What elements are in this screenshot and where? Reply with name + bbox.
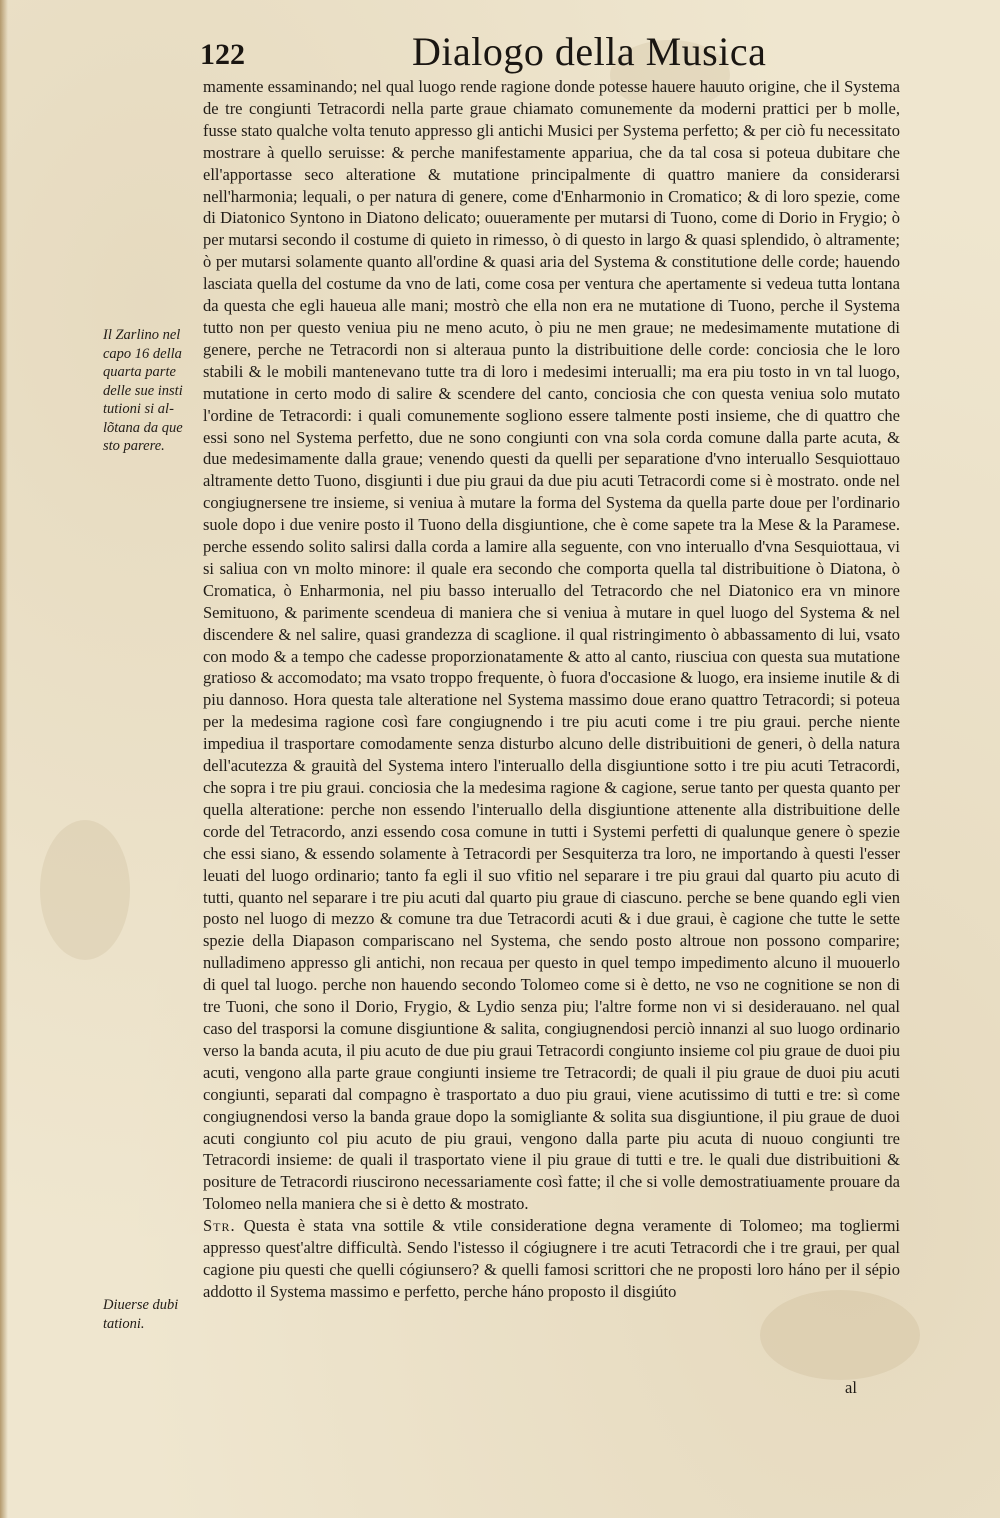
page-number: 122: [200, 38, 245, 71]
body-paragraph: mamente essaminando; nel qual luogo rende ragione donde potesse hauere hauuto origine, che il Systema de tre congiunti Tetracordi nella parte graue chiamato comunemente da moderni prattici per b molle, fusse stato qualche volta tenuto appresso gli antichi Musici per Systema perfetto; & per ciò fu necessitato mostrare à quello seruisse: & perche manifestamente appariua, che da tal cosa si poteua dubitare che ell'apportasse seco alteratione & mutatione principalmente di quattro maniere da considerarsi nell'harmonia; lequali, o per natura di genere, come d'Enharmonio in Cromatico; & di loro spezie, come di Diatonico Syntono in Diatono delicato; ouueramente per mutarsi di Tuono, come di Dorio in Frygio; ò per mutarsi secondo il costume di quieto in rimesso, ò di questo in largo & quasi splendido, ò altramente; ò per mutarsi solamente quanto all'ordine & quasi aria del Systema & constitutione delle corde; hauendo lasciata quella del costume da vno de lati, come cosa per ventura che apertamente si vedeua tutta lontana da questa che egli haueua alle mani; mostrò che ella non era ne mutatione di Tuono, perche il Systema tutto non per questo veniua piu ne meno acuto, ò piu ne men graue; ne medesimamente mutatione di genere, perche ne Tetracordi non si alteraua punto la distribuitione delle corde: conciosia che le loro stabili & le mobili mantenevano tutte tra di loro i medesimi interualli; ma era piu tosto in vn tal luogo, mutatione in certo modo di salire & scendere del canto, conciosia che con questa veniua solo mutato l'ordine de Tetracordi: i quali comunemente sogliono essere talmente posti insieme, che di quattro che essi sono nel Systema perfetto, due ne sono congiunti con vna sola corda comune dalla parte acuta, & due medesimamente dalla graue; venendo questi da quelli per separatione d'vno interuallo Sesquiottauo altramente detto Tuono, disgiunti i due piu graui da due piu acuti Tetracordi come si è mostrato. onde nel congiugnersene tre insieme, si veniua à mutare la forma del Systema da quella parte doue per l'ordinario suole dopo i due venire posto il Tuono della disgiuntione, che è come sapete tra la Mese & la Paramese. perche essendo solito salirsi dalla corda a lamire alla seguente, con vno interuallo d'vna Sesquiottaua, vi si saliua con vn molto minore: il quale era secondo che comporta quella tal distribuitione ò Diatona, ò Cromatica, ò Enharmonia, nel piu basso interuallo del Tetracordo che nel Diatonico era vn minore Semituono, & parimente scendeua di maniera che si veniua à mutare in quel luogo del Systema & nel discendere & nel salire, quasi grandezza di scaglione. il qual ristringimento ò abbassamento di lui, vsato con modo & a tempo che cadesse proporzionatamente & atto al canto, riusciua con questa sua mutatione gratioso & accomodato; ma vsato troppo frequente, ò fuora d'occasione & luogo, era insieme inutile & di piu dannoso. Hora questa tale alteratione nel Systema massimo doue erano quattro Tetracordi; si poteua per la medesima ragione così fare congiugnendo i tre piu acuti come i tre piu graui. perche niente impediua il trasportare comodamente senza disturbo alcuno delle distribuitioni de generi, ò della natura dell'acutezza & grauità del Systema intero l'interuallo della disgiuntione sotto i tre piu acuti Tetracordi, che sopra i tre piu graui. conciosia che la medesima ragione & cagione, serue tanto per questa quanto per quella alteratione: perche non essendo l'interuallo della disgiuntione attenente alla distribuitione delle corde del Tetracordo, anzi essendo cosa comune in tutti i Systemi perfetti di qualunque genere ò spezie che essi siano, & essendo solamente à Tetracordi per Sesquiterza tra loro, ne importando à questi l'esser leuati del luogo ordinario; tanto fa egli il suo vfitio nel separare i tre piu graui dal quarto piu acuto di tutti, quanto nel separare i tre piu acuti dal quarto piu graue di ciascuno. perche se bene quando egli vien posto nel luogo di mezzo & comune tra due Tetracordi acuti & i due graui, è cagione che tutte le sette spezie della Diapason compariscano nel Systema, che sendo posto altroue non possono comparire; nulladimeno appresso gli antichi, non recaua per questo in quel tempo impedimento alcuno il muouerlo di quel tal luogo. perche non hauendo secondo Tolomeo come si è detto, ne vso ne cognitione se non di tre Tuoni, che sono il Dorio, Frygio, & Lydio senza piu; l'altre forme non vi si desiderauano. nel qual caso del trasporsi la comune disgiuntione & salita, congiugnendosi perciò innanzi al suo luogo ordinario verso la banda acuta, il piu acuto de due piu graui Tetracordi congiunto insieme col piu graue de duoi piu acuti, vengono alla parte graue congiunti insieme tre Tetracordi; de quali il piu graue de duoi piu acuti congiunti, separati dal compagno è trasportato a duo piu graui, viene acutissimo di tutti e tre: sì come congiugnendosi verso la banda graue dopo la somigliante & solita sua disgiuntione, il piu graue de duoi acuti congiunto col piu acuto de piu graui, vengono dalla parte piu acuta di nuouo congiunti tre Tetracordi insieme: de quali il trasportato viene il piu graue di tutti e tre. le quali due distribuitioni & positure de Tetracordi riuscirono necessariamente così fatte; il che si volle demostratiuamente prouare da Tolomeo nella maniera che si è detto & mostrato.: [203, 77, 900, 1214]
margin-note-zarlino: Il Zarlino nel capo 16 della quarta parte delle sue insti tutioni si al-lõtana da que sto parere.: [103, 327, 183, 454]
page-edge-shadow: [0, 0, 8, 1518]
paper-stain: [40, 820, 130, 960]
page-title: Dialogo della Musica: [412, 29, 767, 74]
paper-stain: [760, 1290, 920, 1380]
body-paragraph: Questa è stata vna sottile & vtile consideratione degna veramente di Tolomeo; ma togliermi appresso quest'altre difficultà. Sendo l'istesso il cógiugnere i tre acuti Tetracordi che i tre graui, per qual cagione piu questi che quelli cógiunsero? & quelli famosi scrittori che ne proposti loro háno per il sépio addotto il Systema massimo e perfetto, perche háno proposto il disgiúto: [203, 1216, 900, 1301]
running-head: [200, 28, 900, 78]
catchword: al: [845, 1378, 857, 1397]
main-text-column: [203, 76, 900, 1303]
margin-note-diverse: Diuerse dubi tationi.: [103, 1297, 179, 1332]
body-paragraph-with-speaker: [203, 1215, 900, 1303]
speaker-label: Str.: [203, 1216, 236, 1236]
